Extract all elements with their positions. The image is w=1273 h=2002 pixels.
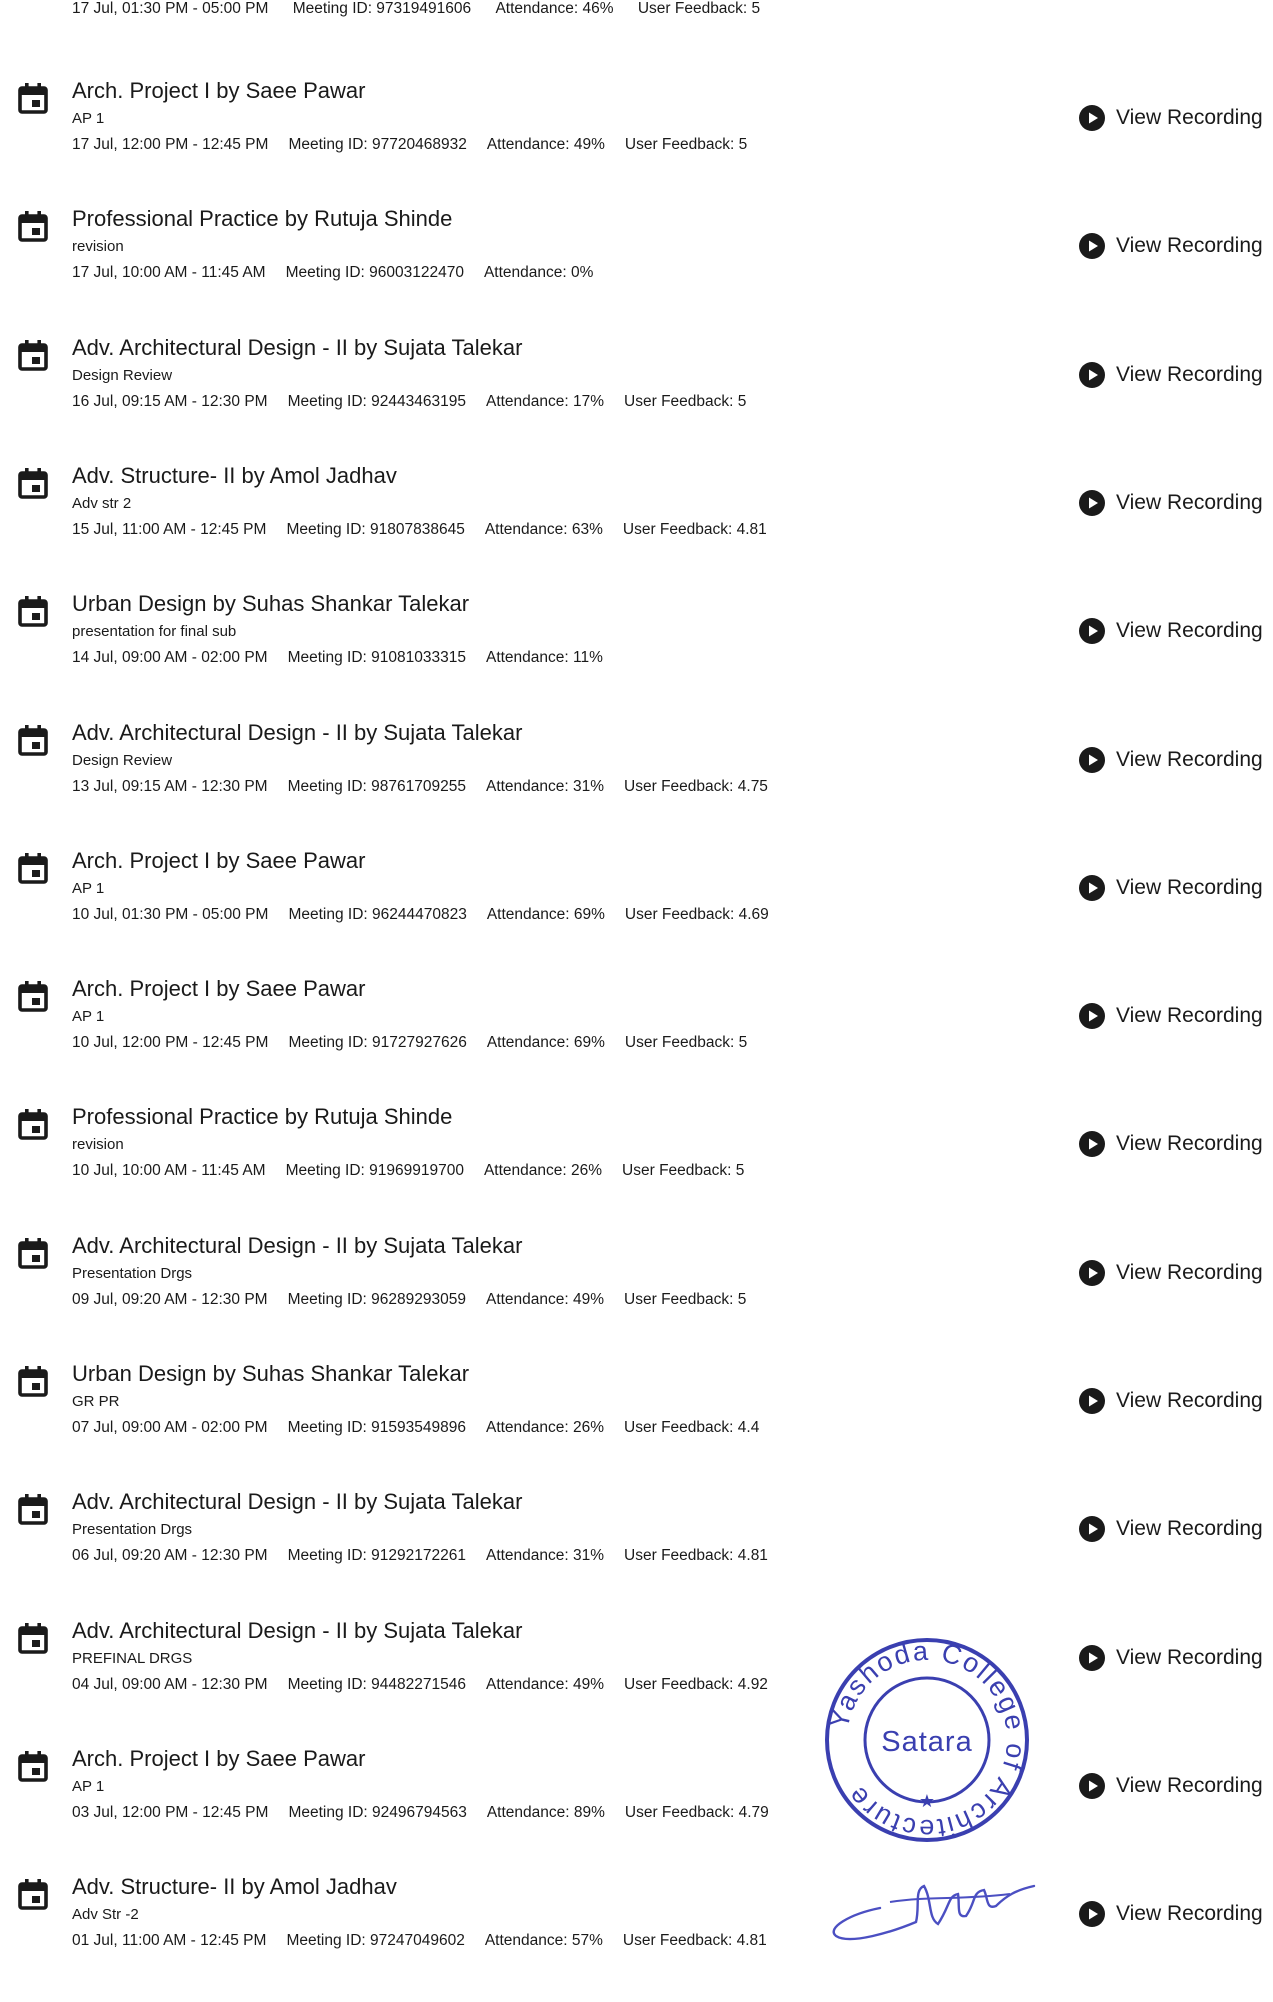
session-meeting-id: Meeting ID: 91292172261 (287, 1547, 466, 1565)
college-seal (822, 1635, 1032, 1845)
session-meeting-id: Meeting ID: 91081033315 (287, 649, 466, 667)
session-subtitle: AP 1 (72, 879, 105, 897)
svg-text:Satara: Satara (881, 1726, 973, 1758)
session-row (0, 335, 1273, 463)
play-circle-icon (1078, 1130, 1106, 1158)
session-meta (72, 649, 643, 667)
view-recording-label: View Recording (1116, 1773, 1263, 1797)
svg-text:Yashoda College of Architectur: Yashoda College of Architecture (823, 1635, 1032, 1845)
session-row (0, 1489, 1273, 1617)
play-circle-icon (1078, 489, 1106, 517)
view-recording-label: View Recording (1116, 619, 1263, 643)
session-subtitle: Adv str 2 (72, 494, 132, 512)
session-meeting-id: Meeting ID: 91969919700 (285, 1162, 464, 1180)
play-circle-icon (1078, 1002, 1106, 1030)
view-recording-button[interactable] (1078, 1002, 1263, 1030)
session-feedback: User Feedback: 4.81 (622, 1932, 767, 1950)
session-attendance: Attendance: 26% (485, 1419, 605, 1436)
svg-text:★: ★ (918, 1791, 936, 1811)
session-meeting-id: Meeting ID: 91727927626 (288, 1034, 467, 1052)
view-recording-button[interactable] (1078, 1515, 1263, 1543)
session-subtitle: AP 1 (72, 110, 105, 127)
play-circle-icon (1078, 746, 1106, 774)
view-recording-label: View Recording (1116, 1389, 1263, 1412)
session-meeting-id: Meeting ID: 91807838645 (286, 520, 465, 538)
session-row (0, 720, 1273, 848)
session-title: Arch. Project I by Saee Pawar (72, 78, 366, 103)
calendar-icon (18, 467, 48, 499)
session-meeting-id: Meeting ID: 92496794563 (288, 1803, 467, 1821)
view-recording-label: View Recording (1116, 747, 1263, 771)
session-attendance: Attendance: 11% (485, 649, 603, 667)
session-meeting-id: Meeting ID: 97319491606 (292, 0, 472, 17)
session-time: 13 Jul, 09:15 AM - 12:30 PM (72, 777, 268, 795)
play-circle-icon (1078, 1259, 1106, 1287)
view-recording-button[interactable] (1078, 1900, 1263, 1928)
session-attendance: Attendance: 26% (483, 1162, 603, 1180)
session-subtitle: Adv Str -2 (72, 1906, 139, 1924)
view-recording-button[interactable] (1078, 617, 1263, 645)
view-recording-label: View Recording (1116, 234, 1263, 258)
play-circle-icon (1078, 361, 1106, 389)
view-recording-label: View Recording (1116, 1902, 1263, 1926)
session-title: Adv. Architectural Design - II by Sujata Talekar (72, 1232, 523, 1258)
play-circle-icon (1078, 1515, 1106, 1543)
session-feedback: User Feedback: 5 (624, 1290, 747, 1308)
session-feedback: User Feedback: 4.81 (622, 520, 767, 538)
view-recording-button[interactable] (1078, 361, 1263, 389)
session-subtitle: Presentation Drgs (72, 1264, 193, 1282)
session-time: 10 Jul, 10:00 AM - 11:45 AM (72, 1162, 266, 1180)
session-time: 10 Jul, 01:30 PM - 05:00 PM (72, 905, 269, 923)
session-attendance: Attendance: 69% (486, 1034, 605, 1052)
calendar-icon (18, 1878, 48, 1910)
session-row (0, 1874, 1273, 2002)
session-attendance: Attendance: 46% (495, 0, 614, 17)
session-subtitle: PREFINAL DRGS (72, 1649, 193, 1667)
session-title: Adv. Architectural Design - II by Sujata Talekar (72, 719, 523, 745)
session-time: 01 Jul, 11:00 AM - 12:45 PM (72, 1932, 267, 1950)
session-title: Arch. Project I by Saee Pawar (72, 1745, 366, 1771)
view-recording-label: View Recording (1116, 490, 1263, 514)
view-recording-button[interactable] (1078, 489, 1263, 517)
session-title: Urban Design by Suhas Shankar Talekar (72, 1361, 470, 1386)
session-meta (72, 1419, 779, 1437)
play-circle-icon (1078, 1772, 1106, 1800)
play-circle-icon (1078, 874, 1106, 902)
session-attendance: Attendance: 31% (485, 777, 605, 795)
session-meeting-id: Meeting ID: 94482271546 (287, 1675, 466, 1693)
play-circle-icon (1078, 104, 1106, 132)
session-attendance: Attendance: 31% (485, 1547, 605, 1565)
session-meta (72, 1676, 788, 1694)
view-recording-button[interactable] (1078, 746, 1263, 774)
view-recording-button[interactable] (1078, 874, 1263, 902)
calendar-icon (18, 1108, 48, 1140)
session-feedback: User Feedback: 5 (624, 1034, 748, 1052)
session-time: 10 Jul, 12:00 PM - 12:45 PM (72, 1034, 269, 1052)
session-row (0, 1746, 1273, 1874)
session-feedback: User Feedback: 4.4 (624, 1419, 760, 1436)
session-subtitle: Design Review (72, 751, 173, 769)
calendar-icon (18, 1750, 48, 1782)
session-meeting-id: Meeting ID: 92443463195 (287, 392, 466, 410)
view-recording-button[interactable] (1078, 1259, 1263, 1287)
play-circle-icon (1078, 617, 1106, 645)
calendar-icon (18, 210, 48, 242)
view-recording-button[interactable] (1078, 1387, 1263, 1415)
session-row (0, 1618, 1273, 1746)
session-feedback: User Feedback: 5 (624, 136, 748, 153)
session-title: Adv. Architectural Design - II by Sujata Talekar (72, 1489, 523, 1515)
session-subtitle: AP 1 (72, 1008, 105, 1026)
session-feedback: User Feedback: 4.92 (624, 1675, 768, 1693)
calendar-icon (18, 595, 48, 627)
view-recording-button[interactable] (1078, 1130, 1263, 1158)
session-meta (72, 521, 787, 539)
session-time: 17 Jul, 10:00 AM - 11:45 AM (72, 264, 266, 282)
calendar-icon (18, 1365, 48, 1397)
view-recording-label: View Recording (1116, 875, 1263, 899)
session-time: 17 Jul, 12:00 PM - 12:45 PM (72, 136, 269, 153)
session-meeting-id: Meeting ID: 98761709255 (287, 777, 466, 795)
session-attendance: Attendance: 89% (486, 1803, 605, 1821)
session-title: Adv. Architectural Design - II by Sujata Talekar (72, 1617, 523, 1643)
session-meta (72, 1291, 766, 1309)
calendar-icon (18, 724, 48, 756)
view-recording-label: View Recording (1116, 1260, 1263, 1284)
session-meta (72, 1034, 767, 1052)
calendar-icon (18, 82, 48, 114)
calendar-icon (18, 1622, 48, 1654)
session-attendance: Attendance: 49% (485, 1290, 605, 1308)
session-subtitle: AP 1 (72, 1777, 105, 1795)
session-title: Urban Design by Suhas Shankar Talekar (72, 591, 470, 617)
calendar-icon (18, 1493, 48, 1525)
session-attendance: Attendance: 49% (486, 136, 605, 153)
session-time: 04 Jul, 09:00 AM - 12:30 PM (72, 1675, 268, 1693)
session-meta (72, 778, 788, 796)
session-subtitle: presentation for final sub (72, 623, 237, 641)
session-row-partial (0, 0, 1273, 70)
signature (820, 1866, 1050, 1945)
session-time: 15 Jul, 11:00 AM - 12:45 PM (72, 520, 267, 538)
session-feedback: User Feedback: 5 (624, 392, 747, 410)
session-meta (72, 136, 767, 154)
session-feedback: User Feedback: 4.79 (624, 1803, 769, 1821)
session-subtitle: Design Review (72, 366, 173, 384)
session-feedback: User Feedback: 5 (637, 0, 761, 17)
session-attendance: Attendance: 0% (483, 264, 594, 282)
session-meeting-id: Meeting ID: 96289293059 (287, 1290, 466, 1308)
session-title: Adv. Structure- II by Amol Jadhav (72, 462, 397, 488)
session-subtitle: revision (72, 1136, 124, 1154)
session-meta (72, 1547, 788, 1565)
session-attendance: Attendance: 57% (484, 1932, 603, 1950)
view-recording-button[interactable] (1078, 104, 1263, 132)
session-feedback: User Feedback: 4.81 (624, 1547, 768, 1565)
session-meta (72, 1804, 789, 1822)
view-recording-label: View Recording (1116, 1004, 1263, 1028)
session-meta (72, 1162, 764, 1180)
session-meta (72, 0, 780, 18)
calendar-icon (18, 980, 48, 1012)
session-row (0, 1361, 1273, 1489)
session-time: 09 Jul, 09:20 AM - 12:30 PM (72, 1290, 268, 1308)
session-title: Arch. Project I by Saee Pawar (72, 847, 366, 873)
session-row (0, 78, 1273, 206)
calendar-icon (18, 339, 48, 371)
session-feedback: User Feedback: 5 (622, 1162, 745, 1180)
session-title: Adv. Structure- II by Amol Jadhav (72, 1874, 397, 1900)
session-title: Arch. Project I by Saee Pawar (72, 976, 366, 1002)
view-recording-label: View Recording (1116, 1645, 1263, 1669)
session-time: 07 Jul, 09:00 AM - 02:00 PM (72, 1419, 268, 1436)
session-time: 14 Jul, 09:00 AM - 02:00 PM (72, 649, 268, 667)
session-row (0, 976, 1273, 1104)
session-subtitle: Presentation Drgs (72, 1521, 193, 1539)
session-row (0, 848, 1273, 976)
session-row (0, 463, 1273, 591)
session-time: 06 Jul, 09:20 AM - 12:30 PM (72, 1547, 268, 1565)
session-feedback: User Feedback: 4.75 (624, 777, 768, 795)
session-meta (72, 393, 766, 411)
calendar-icon (18, 852, 48, 884)
view-recording-label: View Recording (1116, 106, 1263, 129)
session-meta (72, 1932, 787, 1950)
view-recording-label: View Recording (1116, 362, 1263, 386)
session-meeting-id: Meeting ID: 97720468932 (288, 136, 467, 153)
session-row (0, 1104, 1273, 1232)
session-attendance: Attendance: 49% (485, 1675, 605, 1693)
play-circle-icon (1078, 1387, 1106, 1415)
session-title: Professional Practice by Rutuja Shinde (72, 206, 453, 232)
session-meeting-id: Meeting ID: 91593549896 (287, 1419, 466, 1436)
view-recording-button[interactable] (1078, 1772, 1263, 1800)
session-row (0, 591, 1273, 719)
play-circle-icon (1078, 232, 1106, 260)
view-recording-button[interactable] (1078, 1644, 1263, 1672)
session-meeting-id: Meeting ID: 97247049602 (286, 1932, 465, 1950)
session-meta (72, 906, 789, 924)
view-recording-label: View Recording (1116, 1132, 1263, 1156)
session-meta (72, 264, 633, 282)
session-feedback: User Feedback: 4.69 (624, 905, 769, 923)
session-row (0, 1233, 1273, 1361)
session-attendance: Attendance: 17% (485, 392, 605, 410)
session-time: 16 Jul, 09:15 AM - 12:30 PM (72, 392, 268, 410)
session-time: 17 Jul, 01:30 PM - 05:00 PM (72, 0, 269, 17)
session-subtitle: GR PR (72, 1393, 120, 1410)
session-meeting-id: Meeting ID: 96244470823 (288, 905, 467, 923)
play-circle-icon (1078, 1644, 1106, 1672)
view-recording-label: View Recording (1116, 1517, 1263, 1541)
session-title: Professional Practice by Rutuja Shinde (72, 1104, 453, 1130)
session-attendance: Attendance: 69% (486, 905, 605, 923)
session-subtitle: revision (72, 238, 124, 256)
calendar-icon (18, 1237, 48, 1269)
session-title: Adv. Architectural Design - II by Sujata Talekar (72, 334, 523, 360)
session-attendance: Attendance: 63% (484, 520, 603, 538)
session-row (0, 206, 1273, 334)
session-meeting-id: Meeting ID: 96003122470 (285, 264, 464, 282)
play-circle-icon (1078, 1900, 1106, 1928)
session-time: 03 Jul, 12:00 PM - 12:45 PM (72, 1803, 269, 1821)
view-recording-button[interactable] (1078, 232, 1263, 260)
